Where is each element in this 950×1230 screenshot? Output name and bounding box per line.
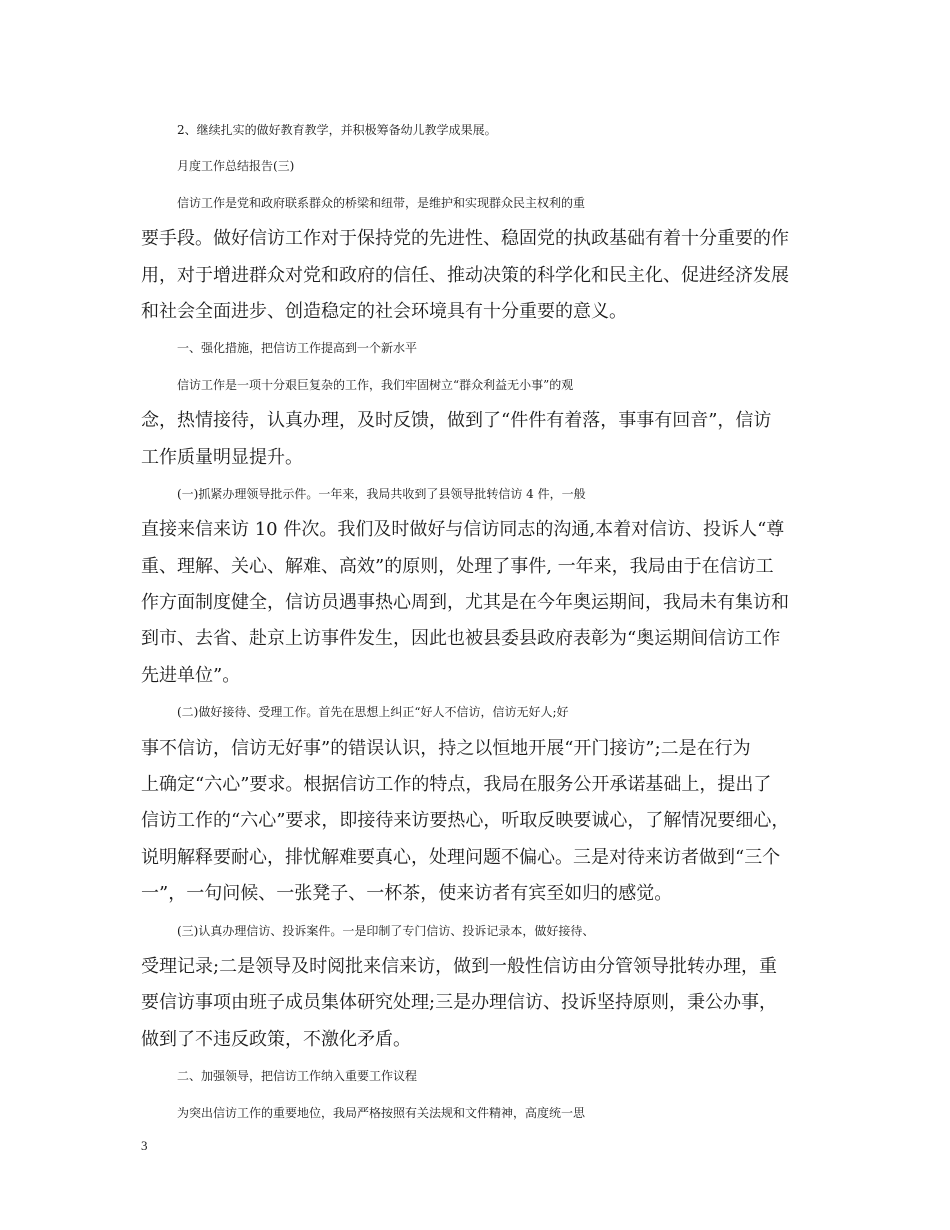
text-line: (三)认真办理信访、投诉案件。一是印制了专门信访、投诉记录本，做好接待、 xyxy=(177,923,595,938)
text-line: (一)抓紧办理领导批示件。一年来，我局共收到了县领导批转信访 4 件，一般 xyxy=(177,486,586,501)
text-line: 一”，一句问候、一张凳子、一杯茶，使来访者有宾至如归的感觉。 xyxy=(141,883,673,905)
text-line: 受理记录;二是领导及时阅批来信来访，做到一般性信访由分管领导批转办理，重 xyxy=(141,955,778,977)
text-line: 作方面制度健全，信访员遇事热心周到，尤其是在今年奥运期间，我局未有集访和 xyxy=(141,592,789,614)
text-line: 工作质量明显提升。 xyxy=(141,446,303,468)
text-line: 为突出信访工作的重要地位，我局严格按照有关法规和文件精神，高度统一思 xyxy=(177,1105,586,1120)
text-line: 和社会全面进步、创造稳定的社会环境具有十分重要的意义。 xyxy=(141,300,627,322)
text-line: 月度工作总结报告(三) xyxy=(177,159,295,174)
text-line: 念，热情接待，认真办理，及时反馈，做到了“件件有着落，事事有回音”，信访 xyxy=(141,410,772,432)
text-line: 用，对于增进群众对党和政府的信任、推动决策的科学化和民主化、促进经济发展 xyxy=(141,264,789,286)
text-line: 到市、去省、赴京上访事件发生，因此也被县委县政府表彰为“奥运期间信访工作 xyxy=(141,628,781,650)
text-line: (二)做好接待、受理工作。首先在思想上纠正“好人不信访，信访无好人;好 xyxy=(177,705,569,720)
text-line: 重、理解、关心、解难、高效”的原则，处理了事件, 一年来，我局由于在信访工 xyxy=(141,555,774,577)
document-body xyxy=(141,112,816,1131)
text-line: 一、强化措施，把信访工作提高到一个新水平 xyxy=(177,341,418,356)
text-line: 信访工作的“六心”要求，即接待来访要热心，听取反映要诚心，了解情况要细心， xyxy=(141,810,790,832)
text-line: 先进单位”。 xyxy=(141,664,241,686)
text-line: 要信访事项由班子成员集体研究处理;三是办理信访、投诉坚持原则，秉公办事， xyxy=(141,992,778,1014)
text-line: 二、加强领导，把信访工作纳入重要工作议程 xyxy=(177,1069,418,1084)
text-line: 做到了不违反政策，不激化矛盾。 xyxy=(141,1028,411,1050)
text-line: 要手段。做好信访工作对于保持党的先进性、稳固党的执政基础有着十分重要的作 xyxy=(141,228,789,250)
text-line: 直接来信来访 10 件次。我们及时做好与信访同志的沟通,本着对信访、投诉人“尊 xyxy=(141,519,785,541)
text-line: 说明解释要耐心，排忧解难要真心，处理问题不偏心。三是对待来访者做到“三个 xyxy=(141,846,781,868)
text-line: 事不信访，信访无好事”的错误认识，持之以恒地开展“开门接访”;二是在行为 xyxy=(141,737,751,759)
text-line: 信访工作是党和政府联系群众的桥梁和纽带，是维护和实现群众民主权利的重 xyxy=(177,195,586,210)
page-number: 3 xyxy=(141,1138,148,1153)
text-line: 信访工作是一项十分艰巨复杂的工作，我们牢固树立“群众利益无小事”的观 xyxy=(177,377,574,392)
text-line: 2、继续扎实的做好教育教学，并积极筹备幼儿教学成果展。 xyxy=(177,123,497,137)
text-line: 上确定“六心”要求。根据信访工作的特点，我局在服务公开承诺基础上，提出了 xyxy=(141,774,772,796)
